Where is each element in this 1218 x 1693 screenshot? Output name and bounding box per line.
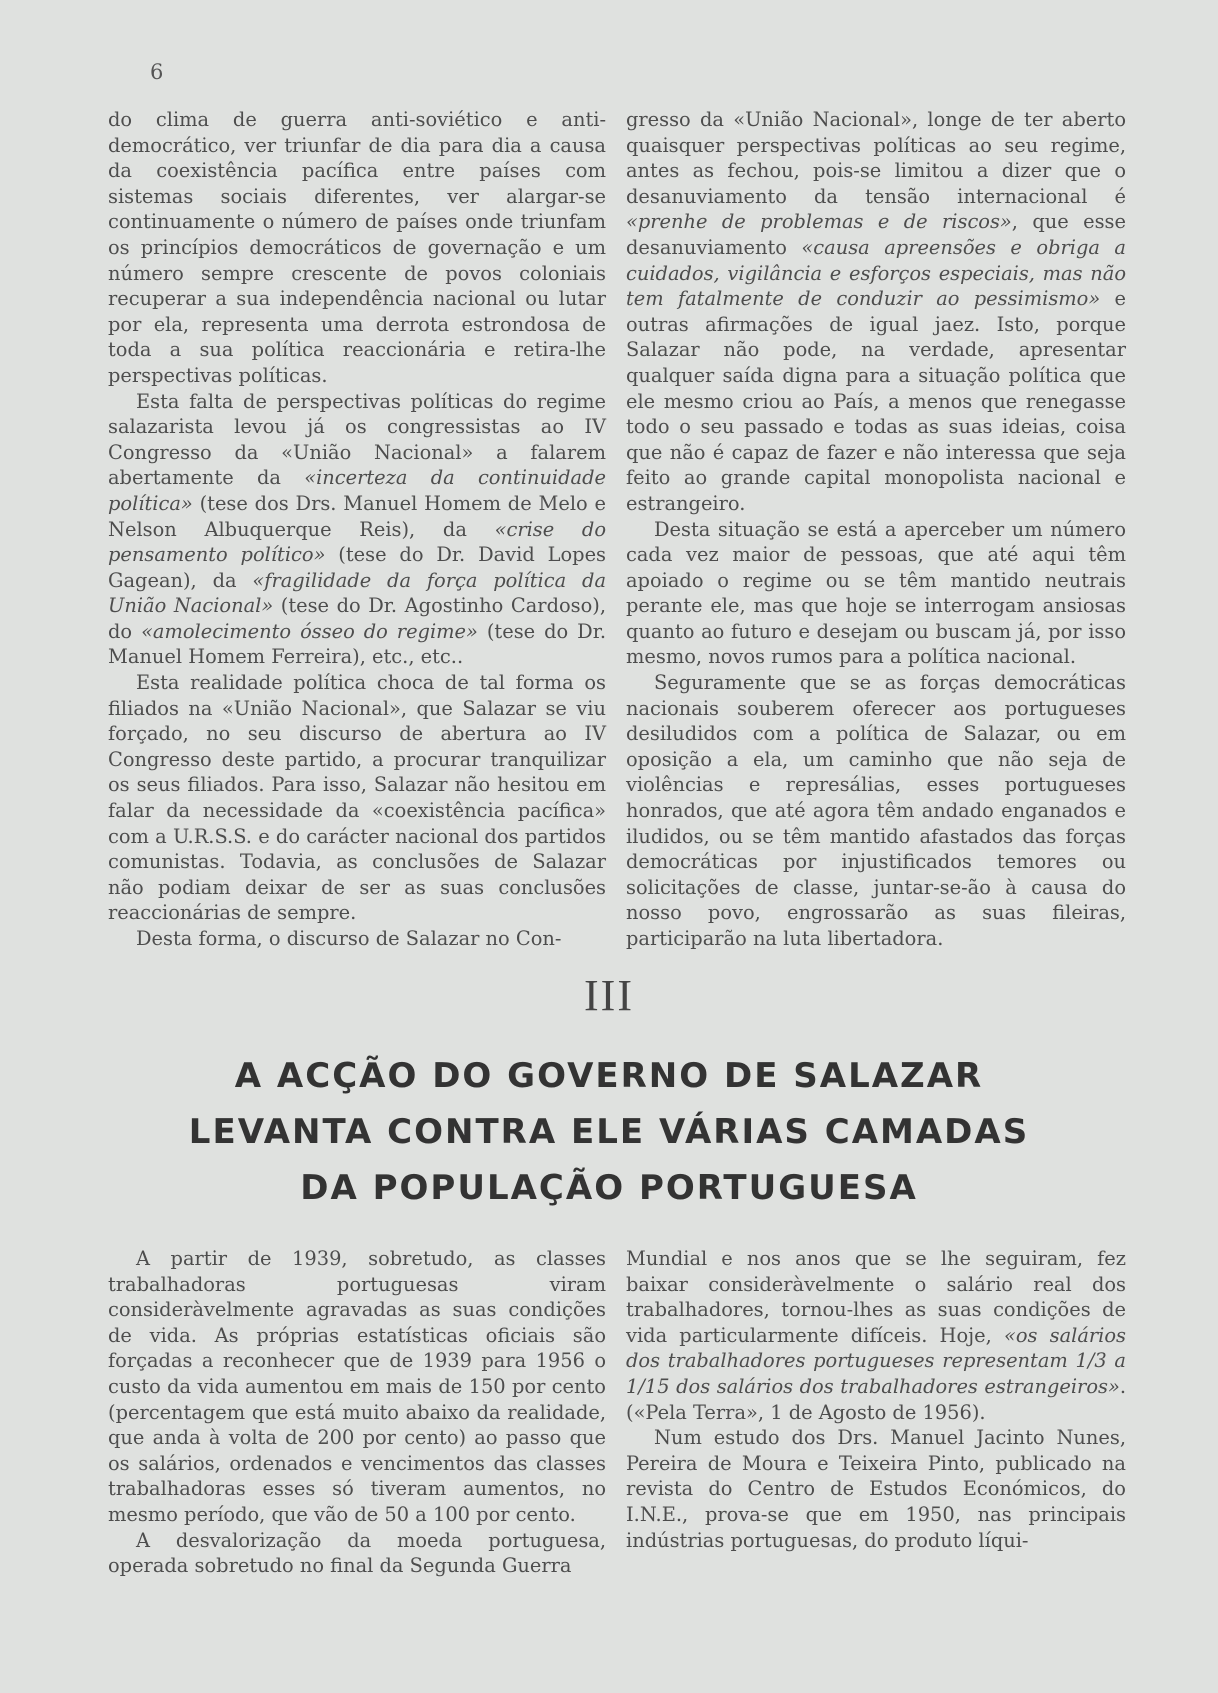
heading-line: A ACÇÃO DO GOVERNO DE SALAZAR [234, 1056, 984, 1096]
paragraph: Mundial e nos anos que se lhe seguiram, fez baixar consideràvelmente o salário real dos trabalhadores, tornou-lhes as suas condições de vida particularmente difíceis. Hoje, «os salários dos trabalhadores portugueses representam 1/3 a 1/15 dos salários dos trabalhadores estrangeiros». («Pela Terra», 1 de Agosto de 1956). [626, 1247, 1126, 1424]
text-column-bottom-right [626, 1246, 1126, 1553]
paragraph: Seguramente que se as forças democráticas nacionais souberem oferecer aos portugueses desiludidos com a política de Salazar, ou em oposição a ela, um caminho que não seja de violências e represálias, esses portugueses honrados, que até agora têm andado enganados e iludidos, ou se têm mantido afastados das forças democráticas por injustificados temores ou solicitações de classe, juntar-se-ão à causa do nosso povo, engrossarão as suas fileiras, participarão na luta libertadora. [626, 671, 1126, 950]
heading-line: DA POPULAÇÃO PORTUGUESA [300, 1168, 918, 1208]
paragraph: do clima de guerra anti-soviético e anti-democrático, ver triunfar de dia para dia a causa da coexistência pacífica entre países com sistemas sociais diferentes, ver alargar-se continuamente o número de países onde triunfam os princípios democráticos de governação e um número sempre crescente de povos coloniais recuperar a sua independência nacional ou lutar por ela, representa uma derrota estrondosa de toda a sua política reaccionária e retira-lhe perspectivas políticas. [108, 108, 606, 387]
paragraph: Esta falta de perspectivas políticas do regime salazarista levou já os congressistas ao IV Congresso da «União Nacional» a falarem abertamente da «incerteza da continuidade política» (tese dos Drs. Manuel Homem de Melo e Nelson Albuquerque Reis), da «crise do pensamento político» (tese do Dr. David Lopes Gagean), da «fragilidade da força política da União Nacional» (tese do Dr. Agostinho Cardoso), do «amolecimento ósseo do regime» (tese do Dr. Manuel Homem Ferreira), etc., etc.. [108, 389, 607, 669]
text-column-bottom-left [108, 1246, 606, 1579]
paragraph: A partir de 1939, sobretudo, as classes trabalhadoras portuguesas viram consideràvelmente agravadas as suas condições de vida. As próprias estatísticas oficiais são forçadas a reconhecer que de 1939 para 1956 o custo da vida aumentou em mais de 150 por cento (percentagem que está muito abaixo da realidade, que anda à volta de 200 por cento) ao passo que os salários, ordenados e vencimentos das classes trabalhadoras esses só tiveram aumentos, no mesmo período, que vão de 50 a 100 por cento. [108, 1247, 606, 1526]
text-column-top-left [108, 107, 606, 952]
page-number: 6 [150, 60, 164, 84]
heading-line: LEVANTA CONTRA ELE VÁRIAS CAMADAS [188, 1112, 1030, 1152]
section-number: III [584, 971, 634, 1020]
paragraph: gresso da «União Nacional», longe de ter aberto quaisquer perspectivas políticas ao seu regime, antes as fechou, pois-se limitou a dizer que o desanuviamento da tensão internacional é «prenhe de problemas e de riscos», que esse desanuviamento «causa apreensões e obriga a cuidados, vigilância e esforços especiais, mas não tem fatalmente de conduzir ao pessimismo» e outras afirmações de igual jaez. Isto, porque Salazar não pode, na verdade, apresentar qualquer saída digna para a situação política que ele mesmo criou ao País, a menos que renegasse todo o seu passado e todas as suas ideias, coisa que não é capaz de fazer e não interessa que seja feito ao grande capital monopolista nacional e estrangeiro. [626, 108, 1127, 515]
paragraph: Desta situação se está a aperceber um número cada vez maior de pessoas, que até aqui têm apoiado o regime ou se têm mantido neutrais perante ele, mas que hoje se interrogam ansiosas quanto ao futuro e desejam ou buscam já, por isso mesmo, novos rumos para a política nacional. [626, 517, 1126, 669]
paragraph: Esta realidade política choca de tal forma os filiados na «União Nacional», que Salazar se viu forçado, no seu discurso de abertura ao IV Congresso deste partido, a procurar tranquilizar os seus filiados. Para isso, Salazar não hesitou em falar da necessidade da «coexistência pacífica» com a U.R.S.S. e do carácter nacional dos partidos comunistas. Todavia, as conclusões de Salazar não podiam deixar de ser as suas conclusões reaccionárias de sempre. [108, 671, 606, 925]
text-column-top-right [626, 107, 1126, 952]
paragraph: Desta forma, o discurso de Salazar no Con- [136, 927, 562, 950]
section-heading [100, 1048, 1118, 1216]
paragraph: A desvalorização da moeda portuguesa, operada sobretudo no final da Segunda Guerra [108, 1528, 606, 1578]
paragraph: Num estudo dos Drs. Manuel Jacinto Nunes, Pereira de Moura e Teixeira Pinto, publicado na revista do Centro de Estudos Económicos, do I.N.E., prova-se que em 1950, nas principais indústrias portuguesas, do produto líqui- [626, 1426, 1126, 1552]
